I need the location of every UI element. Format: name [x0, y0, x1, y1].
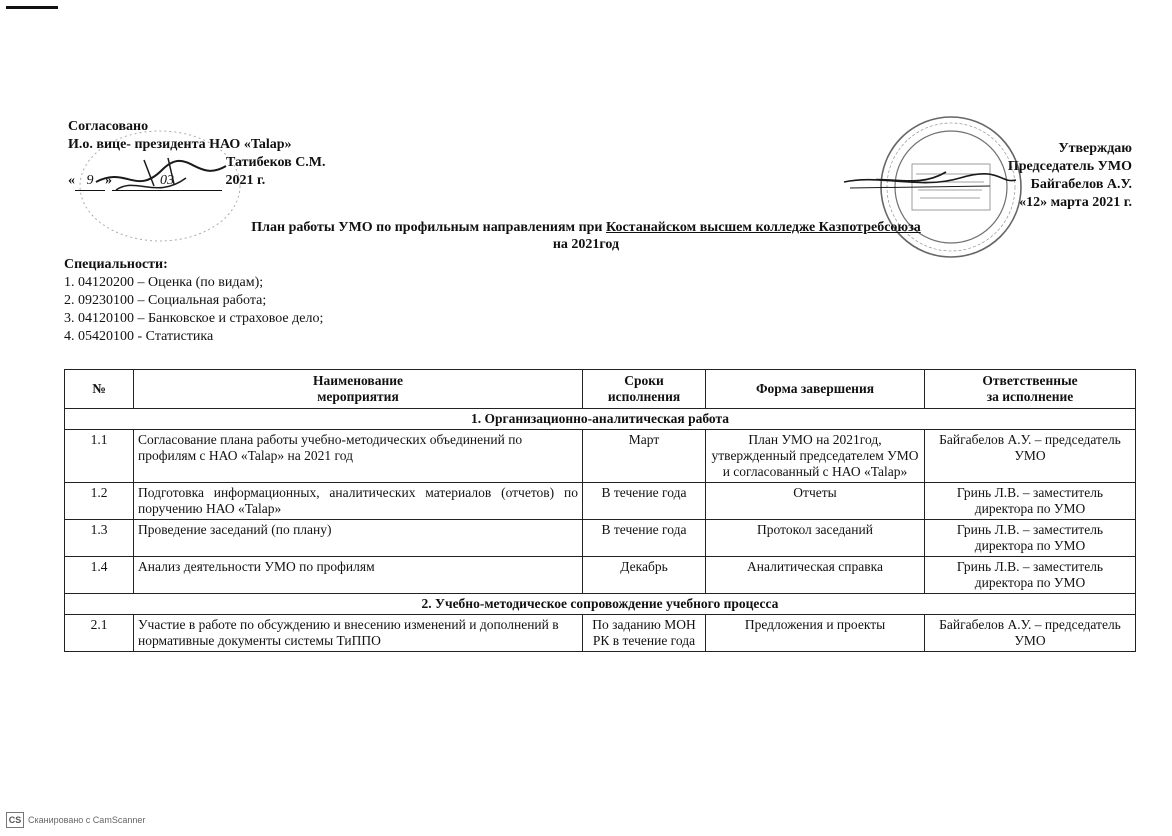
header-term-line2: исполнения: [607, 389, 681, 404]
row-name: Анализ деятельности УМО по профилям: [134, 557, 583, 594]
document-title: [0, 219, 1172, 253]
row-name: Участие в работе по обсуждению и внесению изменений и дополнений в нормативные документы системы ТиППО: [134, 615, 583, 652]
section-row: [65, 409, 1136, 430]
table-row: [65, 430, 1136, 483]
header-form: Форма завершения: [706, 370, 925, 409]
scanner-text: Сканировано с CamScanner: [28, 815, 146, 825]
title-prefix: План работы УМО по профильным направлениям при: [251, 220, 606, 235]
header-name-line1: Наименование: [313, 373, 403, 388]
camscanner-logo-icon: CS: [6, 812, 24, 828]
row-term: В течение года: [583, 520, 706, 557]
row-name: Подготовка информационных, аналитических материалов (отчетов) по поручению НАО «Talap»: [134, 483, 583, 520]
approval-right-title: Утверждаю: [1058, 141, 1132, 156]
header-num: №: [65, 370, 134, 409]
row-num: 1.1: [65, 430, 134, 483]
table-header-row: [65, 370, 1136, 409]
title-year: на 2021год: [552, 237, 620, 252]
row-num: 1.2: [65, 483, 134, 520]
section-title: 1. Организационно-аналитическая работа: [65, 409, 1136, 430]
row-resp: Байгабелов А.У. – председатель УМО: [925, 430, 1136, 483]
date-open-quote: «: [68, 173, 75, 188]
row-num: 1.3: [65, 520, 134, 557]
date-close-quote: »: [105, 173, 112, 188]
row-name: Согласование плана работы учебно-методических объединений по профилям с НАО «Talap» на 2021 год: [134, 430, 583, 483]
specialty-item: 3. 04120100 – Банковское и страховое дело;: [64, 311, 324, 326]
scanner-watermark: [6, 812, 145, 828]
header-name-line2: мероприятия: [317, 389, 399, 404]
approval-right-position: Председатель УМО: [1007, 159, 1132, 174]
date-year: 2021 г.: [225, 173, 266, 188]
section-row: [65, 594, 1136, 615]
header-term-line1: Сроки: [624, 373, 664, 388]
row-num: 2.1: [65, 615, 134, 652]
specialty-item: 2. 09230100 – Социальная работа;: [64, 293, 267, 308]
specialty-item: 1. 04120200 – Оценка (по видам);: [64, 275, 264, 290]
table-row: [65, 483, 1136, 520]
row-resp: Байгабелов А.У. – председатель УМО: [925, 615, 1136, 652]
row-resp: Гринь Л.В. – заместитель директора по УМО: [925, 520, 1136, 557]
approval-left-date: [68, 172, 326, 191]
approval-right-block: [1008, 140, 1132, 212]
right-signature: [840, 168, 1020, 208]
approval-left-title: Согласовано: [68, 119, 149, 134]
approval-right-date: [1008, 194, 1132, 212]
header-resp: [925, 370, 1136, 409]
approval-right-date-prefix: «: [1019, 195, 1027, 210]
date-month: 03: [112, 172, 222, 191]
specialties-heading: Специальности:: [64, 257, 168, 272]
row-term: По заданию МОН РК в течение года: [583, 615, 706, 652]
approval-right-name: Байгабелов А.У.: [1030, 177, 1132, 192]
row-num: 1.4: [65, 557, 134, 594]
header-term: [583, 370, 706, 409]
row-resp: Гринь Л.В. – заместитель директора по УМО: [925, 557, 1136, 594]
scan-corner-mark: [6, 6, 58, 9]
table-row: [65, 520, 1136, 557]
table-row: [65, 557, 1136, 594]
date-day: 9: [75, 172, 105, 191]
title-college: Костанайском высшем колледже Казпотребсоюза: [605, 220, 921, 235]
specialty-item: 4. 05420100 - Статистика: [64, 329, 214, 344]
approval-right-date-day: 12: [1026, 195, 1041, 210]
header-resp-line2: за исполнение: [986, 389, 1074, 404]
row-name: Проведение заседаний (по плану): [134, 520, 583, 557]
row-term: Декабрь: [583, 557, 706, 594]
plan-table: [64, 369, 1136, 652]
header-resp-line1: Ответственные: [982, 373, 1078, 388]
approval-right-date-suffix: » марта 2021 г.: [1040, 195, 1132, 210]
row-form: Отчеты: [706, 483, 925, 520]
approval-left-block: [68, 118, 326, 191]
row-form: Протокол заседаний: [706, 520, 925, 557]
row-resp: Гринь Л.В. – заместитель директора по УМО: [925, 483, 1136, 520]
row-form: Предложения и проекты: [706, 615, 925, 652]
table-row: [65, 615, 1136, 652]
row-form: Аналитическая справка: [706, 557, 925, 594]
approval-left-position: И.о. вице- президента НАО «Talap»: [68, 137, 292, 152]
section-title: 2. Учебно-методическое сопровождение учебного процесса: [65, 594, 1136, 615]
header-name: [134, 370, 583, 409]
row-term: В течение года: [583, 483, 706, 520]
specialties-list: [64, 256, 323, 346]
approval-left-name: Татибеков С.М.: [226, 155, 326, 170]
row-form: План УМО на 2021год, утвержденный председателем УМО и согласованный с НАО «Talap»: [706, 430, 925, 483]
row-term: Март: [583, 430, 706, 483]
